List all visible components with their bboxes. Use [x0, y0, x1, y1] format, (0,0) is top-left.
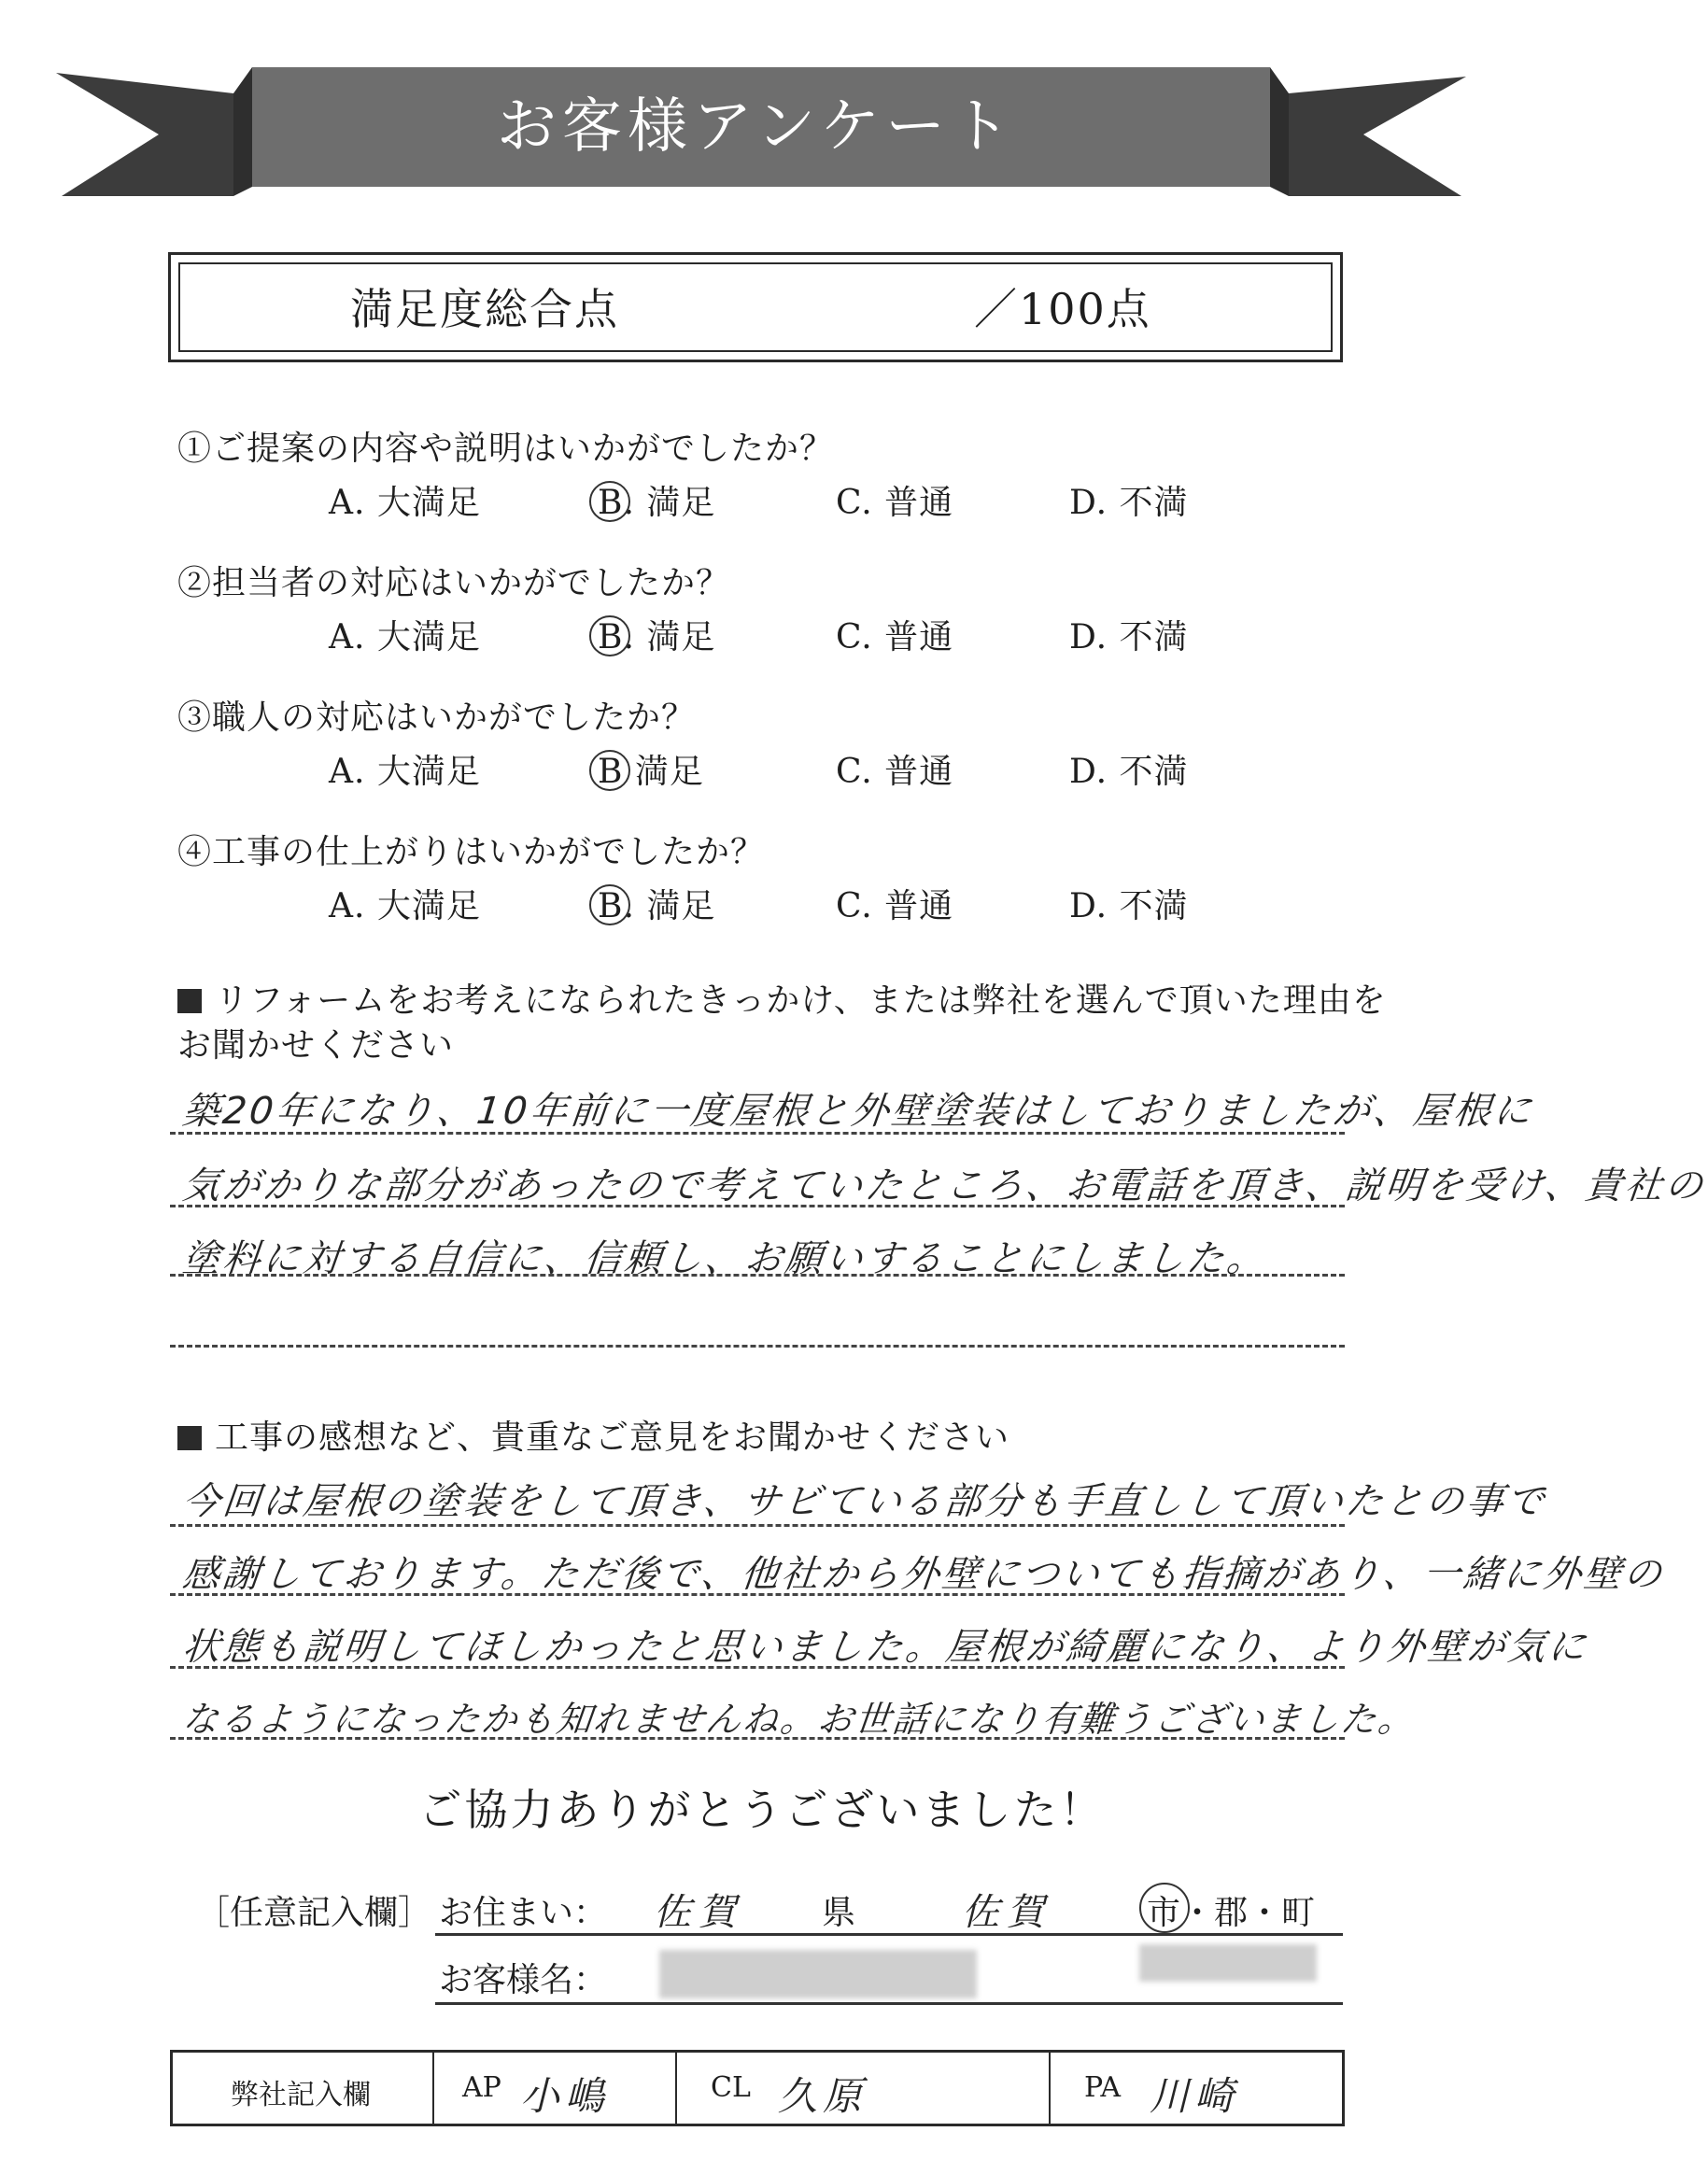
score-label: 満足度総合点	[350, 284, 619, 334]
office-label-cell: 弊社記入欄	[173, 2053, 434, 2124]
satisfaction-score-box	[168, 252, 1343, 362]
q4-option-b[interactable]: B. 満足	[598, 887, 716, 925]
customer-name-label: お客様名：	[439, 1961, 608, 1999]
office-use-table	[170, 2050, 1345, 2126]
reason-heading: リフォームをお考えになられたきっかけ、または弊社を選んで頂いた理由を お聞かせください	[177, 981, 1387, 1065]
selected-mark: B	[598, 753, 624, 791]
answer-rule	[170, 1274, 1345, 1277]
q3-option-c[interactable]: C. 普通	[836, 753, 954, 791]
feedback-answer-line-2: 感謝しております。ただ後で、他社から外壁についても指摘があり、一緒に外壁の	[180, 1553, 1667, 1596]
answer-rule	[170, 1666, 1345, 1669]
feedback-answer-line-1: 今回は屋根の塗装をして頂き、サビている部分も手直しして頂いたとの事で	[180, 1480, 1549, 1523]
q3-option-d[interactable]: D. 不満	[1069, 753, 1189, 791]
reason-answer-line-3: 塗料に対する自信に、信頼し、お願いすることにしました。	[180, 1237, 1270, 1280]
city-unit: 市・郡・町	[1147, 1886, 1315, 1934]
ap-cell: AP 小嶋	[434, 2053, 677, 2124]
feedback-heading: 工事の感想など、貴重なご意見をお聞かせください	[177, 1416, 1009, 1461]
thanks-message: ご協力ありがとうございました！	[418, 1785, 1106, 1835]
banner-right-tail	[1289, 77, 1466, 196]
reason-answer-line-1: 築20年になり、10年前に一度屋根と外壁塗装はしておりましたが、屋根に	[180, 1090, 1536, 1133]
answer-rule	[170, 1345, 1345, 1348]
question-3: ③職人の対応はいかがでしたか？	[177, 699, 697, 737]
name-underline	[435, 2002, 1343, 2005]
answer-rule	[170, 1132, 1345, 1135]
q4-option-d[interactable]: D. 不満	[1069, 887, 1189, 925]
selected-mark: B	[598, 484, 624, 522]
redacted-name	[659, 1950, 977, 1998]
q1-option-d[interactable]: D. 不満	[1069, 484, 1189, 522]
redacted-name	[1139, 1944, 1317, 1982]
q1-option-c[interactable]: C. 普通	[836, 484, 954, 522]
selected-mark: 市	[1147, 1886, 1180, 1934]
q4-option-a[interactable]: A. 大満足	[329, 887, 481, 925]
address-underline	[435, 1933, 1343, 1936]
selected-mark: B	[598, 618, 624, 656]
address-prefecture: 佐賀	[654, 1891, 743, 1934]
banner-fold-right	[1270, 67, 1289, 196]
q3-option-a[interactable]: A. 大満足	[329, 753, 481, 791]
selected-mark: B	[598, 887, 624, 925]
q1-option-b[interactable]: B. 満足	[598, 484, 716, 522]
score-value: ／100点	[974, 284, 1151, 334]
q4-option-c[interactable]: C. 普通	[836, 887, 954, 925]
prefecture-unit: 県	[822, 1894, 856, 1932]
answer-rule	[170, 1593, 1345, 1596]
square-bullet-icon	[177, 989, 202, 1013]
feedback-answer-line-4: なるようになったかも知れませんね。お世話になり有難うございました。	[180, 1699, 1418, 1740]
reason-answer-line-2: 気がかりな部分があったので考えていたところ、お電話を頂き、説明を受け、貴社の	[180, 1165, 1708, 1207]
q2-option-c[interactable]: C. 普通	[836, 618, 954, 656]
question-1: ①ご提案の内容や説明はいかがでしたか？	[177, 430, 835, 468]
pa-cell: PA 川崎	[1084, 2071, 1240, 2119]
banner-left-tail	[56, 73, 233, 196]
q3-option-b[interactable]: B 満足	[598, 753, 704, 791]
answer-rule	[170, 1737, 1345, 1740]
question-2: ②担当者の対応はいかがでしたか？	[177, 564, 731, 602]
address-label: お住まい：	[439, 1894, 608, 1932]
page-title: お客様アンケート	[496, 92, 1017, 162]
question-4: ④工事の仕上がりはいかがでしたか？	[177, 833, 766, 871]
q1-option-a[interactable]: A. 大満足	[329, 484, 481, 522]
cl-cell: CL 久原	[677, 2053, 1051, 2124]
square-bullet-icon	[177, 1426, 202, 1450]
q2-option-b[interactable]: B. 満足	[598, 618, 716, 656]
q2-option-a[interactable]: A. 大満足	[329, 618, 481, 656]
optional-entry-label: ［任意記入欄］	[196, 1894, 432, 1932]
banner-fold-left	[233, 67, 252, 196]
q2-option-d[interactable]: D. 不満	[1069, 618, 1189, 656]
feedback-answer-line-3: 状態も説明してほしかったと思いました。屋根が綺麗になり、より外壁が気に	[180, 1626, 1591, 1669]
answer-rule	[170, 1205, 1345, 1207]
answer-rule	[170, 1524, 1345, 1527]
address-city: 佐賀	[962, 1891, 1052, 1934]
